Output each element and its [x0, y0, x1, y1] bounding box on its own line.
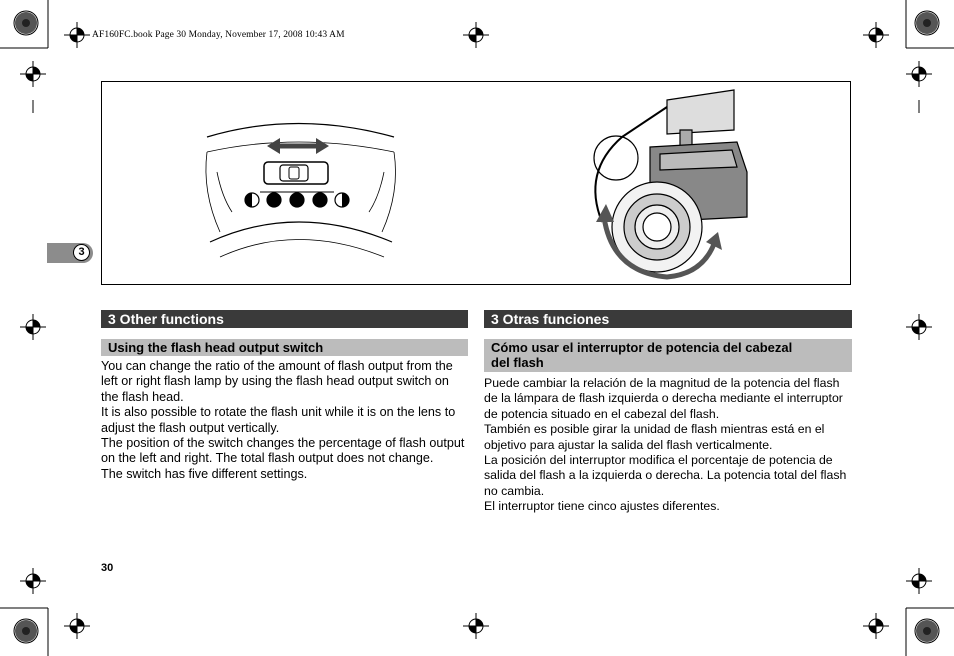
- section-title-spanish: 3 Otras funciones: [484, 310, 852, 328]
- paragraph: The switch has five different settings.: [101, 466, 308, 481]
- subsection-title-line: del flash: [491, 355, 544, 370]
- subsection-title-spanish: [484, 339, 852, 372]
- subsection-title-line: Cómo usar el interruptor de potencia del cabezal: [491, 340, 793, 355]
- paragraph: También es posible girar la unidad de flash mientras está en el objetivo para ajustar la salida del flash verticalmente.: [484, 422, 825, 452]
- section-title-english: 3 Other functions: [101, 310, 468, 328]
- paragraph: La posición del interruptor modifica el porcentaje de potencia de salida del flash a la izquierda o derecha. La potencia total del flash no cambia.: [484, 453, 847, 498]
- subsection-title-english: Using the flash head output switch: [101, 339, 468, 356]
- flash-head-switch-drawing: [206, 124, 396, 258]
- paragraph: El interruptor tiene cinco ajustes diferentes.: [484, 499, 720, 514]
- paragraph: The position of the switch changes the percentage of flash output on the left and right. The total flash output does not change.: [101, 436, 465, 466]
- page-number: 30: [101, 562, 114, 574]
- camera-ring-flash-drawing: [594, 90, 747, 277]
- illustration-box: [101, 81, 851, 285]
- body-spanish: [484, 376, 852, 515]
- chapter-number: 3: [73, 244, 90, 261]
- paragraph: It is also possible to rotate the flash unit while it is on the lens to adjust the flash output vertically.: [101, 405, 456, 435]
- body-english: [101, 359, 469, 482]
- flash-illustration: [102, 82, 852, 286]
- paragraph: You can change the ratio of the amount of flash output from the left or right flash lamp by using the flash head output switch on the flash head.: [101, 359, 453, 404]
- paragraph: Puede cambiar la relación de la magnitud de la potencia del flash de la lámpara de flash izquierda o derecha mediante el interruptor de potencia situado en el cabezal del flash.: [484, 376, 843, 421]
- print-header: AF160FC.book Page 30 Monday, November 17, 2008 10:43 AM: [92, 30, 345, 40]
